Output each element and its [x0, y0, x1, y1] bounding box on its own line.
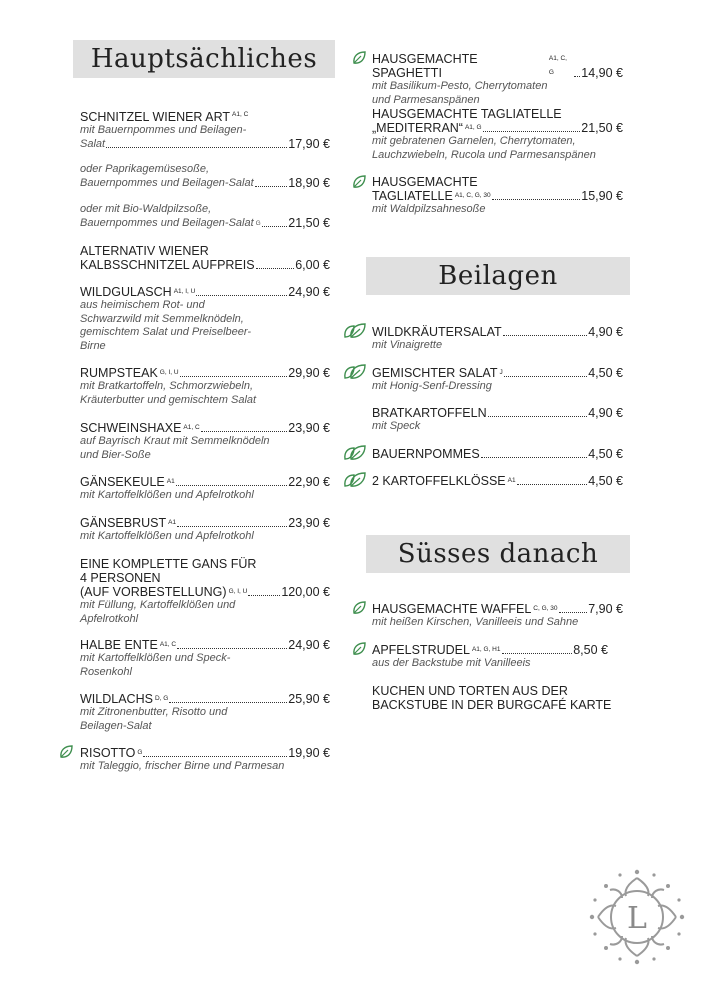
item-description: mit heißen Kirschen, Vanilleeis und Sahne: [372, 616, 579, 628]
item-description: und Bier-Soße: [80, 448, 151, 461]
item-name: WILDKRÄUTERSALAT: [372, 325, 502, 339]
item-price: 7,90 €: [588, 602, 623, 616]
ornamental-l-logo-icon: [586, 866, 688, 968]
item-price: 22,90 €: [288, 475, 330, 489]
item-price: 23,90 €: [288, 516, 330, 530]
item-description: Beilagen-Salat: [80, 719, 152, 732]
item-price: 15,90 €: [581, 189, 623, 203]
vegetarian-leaf-icon: [351, 641, 367, 657]
item-description: mit Vinaigrette: [372, 339, 443, 351]
menu-item-schnitzel-paprika: [80, 163, 330, 190]
dessert-item-waffel: [372, 602, 623, 630]
item-description: Birne: [80, 339, 106, 352]
item-description: mit Füllung, Kartoffelklößen und: [80, 599, 236, 611]
item-price: 6,00 €: [295, 258, 330, 272]
item-price: 17,90 €: [288, 136, 330, 151]
dot-leader: [248, 595, 280, 596]
item-name: KALBSSCHNITZEL AUFPREIS: [80, 258, 255, 272]
vegan-double-leaf-icon: [343, 322, 367, 340]
dot-leader: [106, 147, 287, 148]
menu-item-gaensekeule: [80, 475, 330, 503]
menu-item-schweinshaxe: [80, 421, 330, 462]
menu-item-tagliatelle-waldpilz: [372, 175, 623, 217]
note-line: BACKSTUBE IN DER BURGCAFÉ KARTE: [372, 698, 612, 712]
vegetarian-leaf-icon: [351, 174, 367, 190]
item-name: HAUSGEMACHTE TAGLIATELLE: [372, 107, 562, 121]
allergen-codes: G, I, U: [228, 588, 248, 595]
allergen-codes: A1, C: [232, 111, 249, 118]
item-name: „MEDITERRAN“: [372, 121, 463, 135]
vegetarian-leaf-icon: [351, 600, 367, 616]
item-name: BAUERNPOMMES: [372, 447, 480, 461]
vegan-double-leaf-icon: [343, 471, 367, 489]
item-description: mit Basilikum-Pesto, Cherrytomaten: [372, 80, 548, 92]
item-price: 21,50 €: [288, 215, 330, 230]
item-price: 21,50 €: [581, 121, 623, 135]
item-price: 25,90 €: [288, 692, 330, 706]
vegan-double-leaf-icon: [343, 444, 367, 462]
item-description: mit Waldpilzsahnesoße: [372, 203, 486, 215]
menu-item-schnitzel-waldpilz: [80, 203, 330, 230]
item-description: mit Kartoffelklößen und Apfelrotkohl: [80, 530, 254, 542]
item-description: Schwarzwild mit Semmelknödeln,: [80, 312, 244, 325]
section-header-hauptsaechliches: [73, 40, 335, 78]
item-name: HALBE ENTE: [80, 638, 158, 652]
dot-leader: [488, 416, 588, 417]
item-name: TAGLIATELLE: [372, 189, 453, 203]
item-description: mit Taleggio, frischer Birne und Parmesan: [80, 760, 285, 772]
menu-item-tagliatelle-mediterran: [372, 107, 623, 162]
item-description: aus heimischem Rot- und: [80, 299, 205, 311]
allergen-codes: A1, I, U: [173, 288, 196, 295]
item-description: Bauernpommes und Beilagen-Salat: [80, 216, 254, 229]
item-description: und Parmesanspänen: [372, 93, 480, 106]
item-description: Apfelrotkohl: [80, 612, 139, 625]
item-name: GÄNSEBRUST: [80, 516, 167, 530]
item-name: WILDGULASCH: [80, 285, 172, 299]
dot-leader: [176, 485, 288, 486]
dot-leader: [559, 612, 588, 613]
item-name: GÄNSEKEULE: [80, 475, 165, 489]
dot-leader: [255, 186, 288, 187]
menu-item-kalbsschnitzel: [80, 244, 330, 272]
item-description: Rosenkohl: [80, 665, 132, 678]
side-item-kartoffelkloesse: [372, 474, 623, 488]
menu-item-spaghetti: [372, 52, 623, 107]
dot-leader: [502, 653, 573, 654]
section-title: Süsses danach: [397, 539, 599, 569]
item-price: 29,90 €: [288, 366, 330, 380]
section-title: Hauptsächliches: [90, 44, 318, 74]
item-price: 24,90 €: [288, 638, 330, 652]
item-description: Salat: [80, 137, 106, 150]
item-name: ALTERNATIV WIENER: [80, 244, 209, 258]
logo-letter: L: [627, 901, 647, 936]
dot-leader: [169, 702, 287, 703]
allergen-codes: A1: [507, 477, 516, 484]
item-description: gemischtem Salat und Preiselbeer-: [80, 326, 251, 338]
item-description: mit Kartoffelklößen und Speck-: [80, 652, 231, 664]
item-name: BRATKARTOFFELN: [372, 406, 487, 420]
item-description: mit Zitronenbutter, Risotto und: [80, 706, 228, 718]
allergen-codes: D, G: [154, 695, 169, 702]
dot-leader: [177, 648, 287, 649]
allergen-codes: G: [255, 219, 261, 227]
dot-leader: [517, 484, 588, 485]
dot-leader: [503, 335, 588, 336]
item-name: 4 PERSONEN: [80, 571, 161, 585]
item-description: mit Speck: [372, 420, 421, 432]
item-name: SCHWEINSHAXE: [80, 421, 182, 435]
section-header-suesses: [366, 535, 630, 573]
item-name: HAUSGEMACHTE WAFFEL: [372, 602, 532, 616]
item-description: aus der Backstube mit Vanilleeis: [372, 657, 531, 669]
item-name: RUMPSTEAK: [80, 366, 158, 380]
item-price: 120,00 €: [281, 585, 330, 599]
menu-item-gaensebrust: [80, 516, 330, 544]
allergen-codes: A1: [168, 519, 177, 526]
dot-leader: [201, 431, 288, 432]
item-description: oder Paprikagemüsesoße,: [80, 163, 210, 175]
item-description: mit Bauernpommes und Beilagen-: [80, 124, 247, 137]
allergen-codes: G, I, U: [159, 369, 179, 376]
dot-leader: [481, 457, 588, 458]
side-item-gemischter-salat: [372, 366, 623, 394]
dot-leader: [180, 376, 288, 377]
kuchen-note: [372, 684, 623, 712]
vegetarian-leaf-icon: [351, 50, 367, 66]
side-item-bauernpommes: [372, 447, 623, 461]
menu-item-halbe-ente: [80, 638, 330, 679]
dessert-item-apfelstrudel: [372, 643, 608, 671]
allergen-codes: A1, C, G: [548, 55, 567, 76]
menu-item-risotto: [80, 746, 330, 774]
item-price: 4,90 €: [588, 406, 623, 420]
item-description: oder mit Bio-Waldpilzsoße,: [80, 203, 212, 215]
allergen-codes: A1, G, H1: [471, 646, 501, 653]
note-line: KUCHEN UND TORTEN AUS DER: [372, 684, 568, 698]
item-name: WILDLACHS: [80, 692, 153, 706]
dot-leader: [492, 199, 581, 200]
dot-leader: [143, 756, 287, 757]
item-price: 23,90 €: [288, 421, 330, 435]
allergen-codes: C, G, 30: [533, 605, 558, 612]
item-price: 8,50 €: [573, 643, 608, 657]
allergen-codes: J: [499, 369, 503, 376]
menu-item-rumpsteak: [80, 366, 330, 407]
item-description: mit Honig-Senf-Dressing: [372, 380, 492, 392]
item-name: (AUF VORBESTELLUNG): [80, 585, 227, 599]
allergen-codes: A1: [166, 478, 175, 485]
item-description: mit Kartoffelklößen und Apfelrotkohl: [80, 489, 254, 501]
item-price: 24,90 €: [288, 285, 330, 299]
item-name: RISOTTO: [80, 746, 136, 760]
section-header-beilagen: [366, 257, 630, 295]
item-name: GEMISCHTER SALAT: [372, 366, 498, 380]
item-description: mit gebratenen Garnelen, Cherrytomaten,: [372, 135, 576, 147]
allergen-codes: A1, G: [464, 124, 482, 131]
menu-item-ganze-gans: [80, 557, 330, 626]
item-name: HAUSGEMACHTE: [372, 175, 478, 189]
item-price: 19,90 €: [288, 746, 330, 760]
item-name: HAUSGEMACHTE SPAGHETTI: [372, 52, 478, 80]
dot-leader: [504, 376, 588, 377]
item-price: 4,50 €: [588, 474, 623, 488]
allergen-codes: G: [137, 749, 143, 756]
dot-leader: [483, 131, 581, 132]
dot-leader: [256, 268, 295, 269]
item-description: mit Bratkartoffeln, Schmorzwiebeln,: [80, 380, 254, 392]
item-price: 4,90 €: [588, 325, 623, 339]
item-name: APFELSTRUDEL: [372, 643, 470, 657]
dot-leader: [574, 76, 580, 77]
item-price: 14,90 €: [581, 66, 623, 80]
item-description: Lauchzwiebeln, Rucola und Parmesanspänen: [372, 148, 596, 161]
section-title: Beilagen: [438, 261, 558, 291]
item-description: Kräuterbutter und gemischtem Salat: [80, 393, 257, 406]
item-name: EINE KOMPLETTE GANS FÜR: [80, 557, 257, 571]
dot-leader: [262, 226, 288, 227]
dot-leader: [196, 295, 287, 296]
item-price: 4,50 €: [588, 366, 623, 380]
side-item-bratkartoffeln: [372, 406, 623, 434]
allergen-codes: A1, C: [159, 641, 177, 648]
item-name: 2 KARTOFFELKLÖSSE: [372, 474, 506, 488]
side-item-wildkraeutersalat: [372, 325, 623, 353]
item-description: Bauernpommes und Beilagen-Salat: [80, 176, 254, 189]
menu-item-wildlachs: [80, 692, 330, 733]
item-price: 4,50 €: [588, 447, 623, 461]
dot-leader: [177, 526, 287, 527]
item-description: auf Bayrisch Kraut mit Semmelknödeln: [80, 435, 270, 447]
vegan-double-leaf-icon: [343, 363, 367, 381]
vegetarian-leaf-icon: [58, 744, 74, 760]
menu-item-schnitzel: [80, 108, 330, 151]
allergen-codes: A1, C: [183, 424, 200, 431]
item-name: SCHNITZEL WIENER ART: [80, 110, 231, 125]
menu-item-wildgulasch: [80, 285, 330, 353]
item-price: 18,90 €: [288, 175, 330, 190]
allergen-codes: A1, C, G, 30: [454, 192, 491, 199]
